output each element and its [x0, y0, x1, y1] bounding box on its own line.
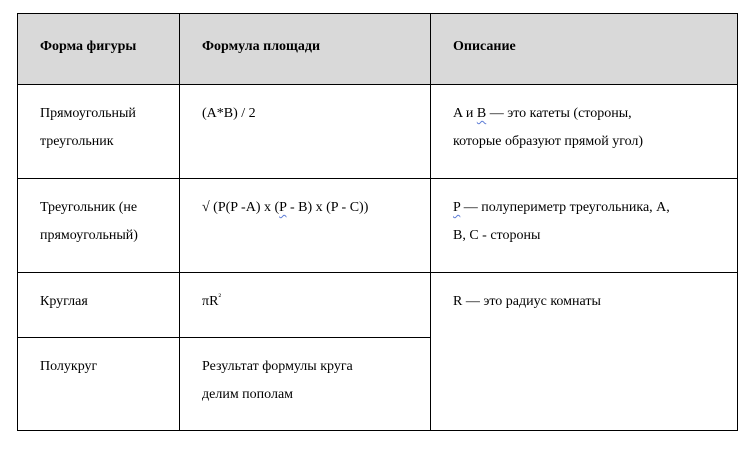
formula-text: Результат формулы круга	[202, 359, 353, 374]
shape-line: Треугольник (не	[40, 200, 138, 215]
desc-text: В, С - стороны	[453, 228, 541, 243]
cell-shape	[18, 179, 180, 273]
area-formulas-table	[17, 13, 738, 431]
desc-text: — полупериметр треугольника, А,	[460, 200, 670, 215]
header-description: Описание	[431, 14, 738, 85]
header-formula: Формула площади	[180, 14, 431, 85]
shape-line: прямоугольный)	[40, 228, 138, 243]
shape-text: Круглая	[40, 294, 88, 309]
desc-and: и	[462, 106, 477, 121]
cell-formula	[180, 338, 431, 431]
formula-text: (A*B) / 2	[202, 106, 256, 121]
formula-text: √ (P(P -A) x (	[202, 200, 280, 215]
shape-line: Прямоугольный	[40, 106, 136, 121]
desc-var-b: В	[476, 106, 487, 121]
formula-text: - B) x (P - C))	[286, 200, 369, 215]
desc-text: R — это радиус комнаты	[453, 294, 601, 309]
desc-var-p: P	[453, 200, 461, 215]
formula-text: делим пополам	[202, 387, 294, 402]
cell-description	[431, 85, 738, 179]
table-row	[18, 273, 738, 338]
cell-description-merged	[431, 273, 738, 431]
cell-description	[431, 179, 738, 273]
table-row	[18, 179, 738, 273]
formula-var-p: P	[279, 200, 287, 215]
cell-shape	[18, 338, 180, 431]
formula-text: πR	[202, 294, 219, 309]
cell-formula	[180, 85, 431, 179]
formula-exponent: ²	[218, 291, 222, 302]
cell-shape	[18, 273, 180, 338]
desc-text: которые образуют прямой угол)	[453, 134, 644, 149]
cell-formula	[180, 273, 431, 338]
cell-shape	[18, 85, 180, 179]
cell-formula	[180, 179, 431, 273]
header-shape: Форма фигуры	[18, 14, 180, 85]
shape-text: Полукруг	[40, 359, 98, 374]
table-header-row	[18, 14, 738, 85]
desc-var-a: A	[453, 106, 463, 121]
shape-line: треугольник	[40, 134, 114, 149]
desc-text: — это катеты (стороны,	[486, 106, 632, 121]
table-row	[18, 85, 738, 179]
